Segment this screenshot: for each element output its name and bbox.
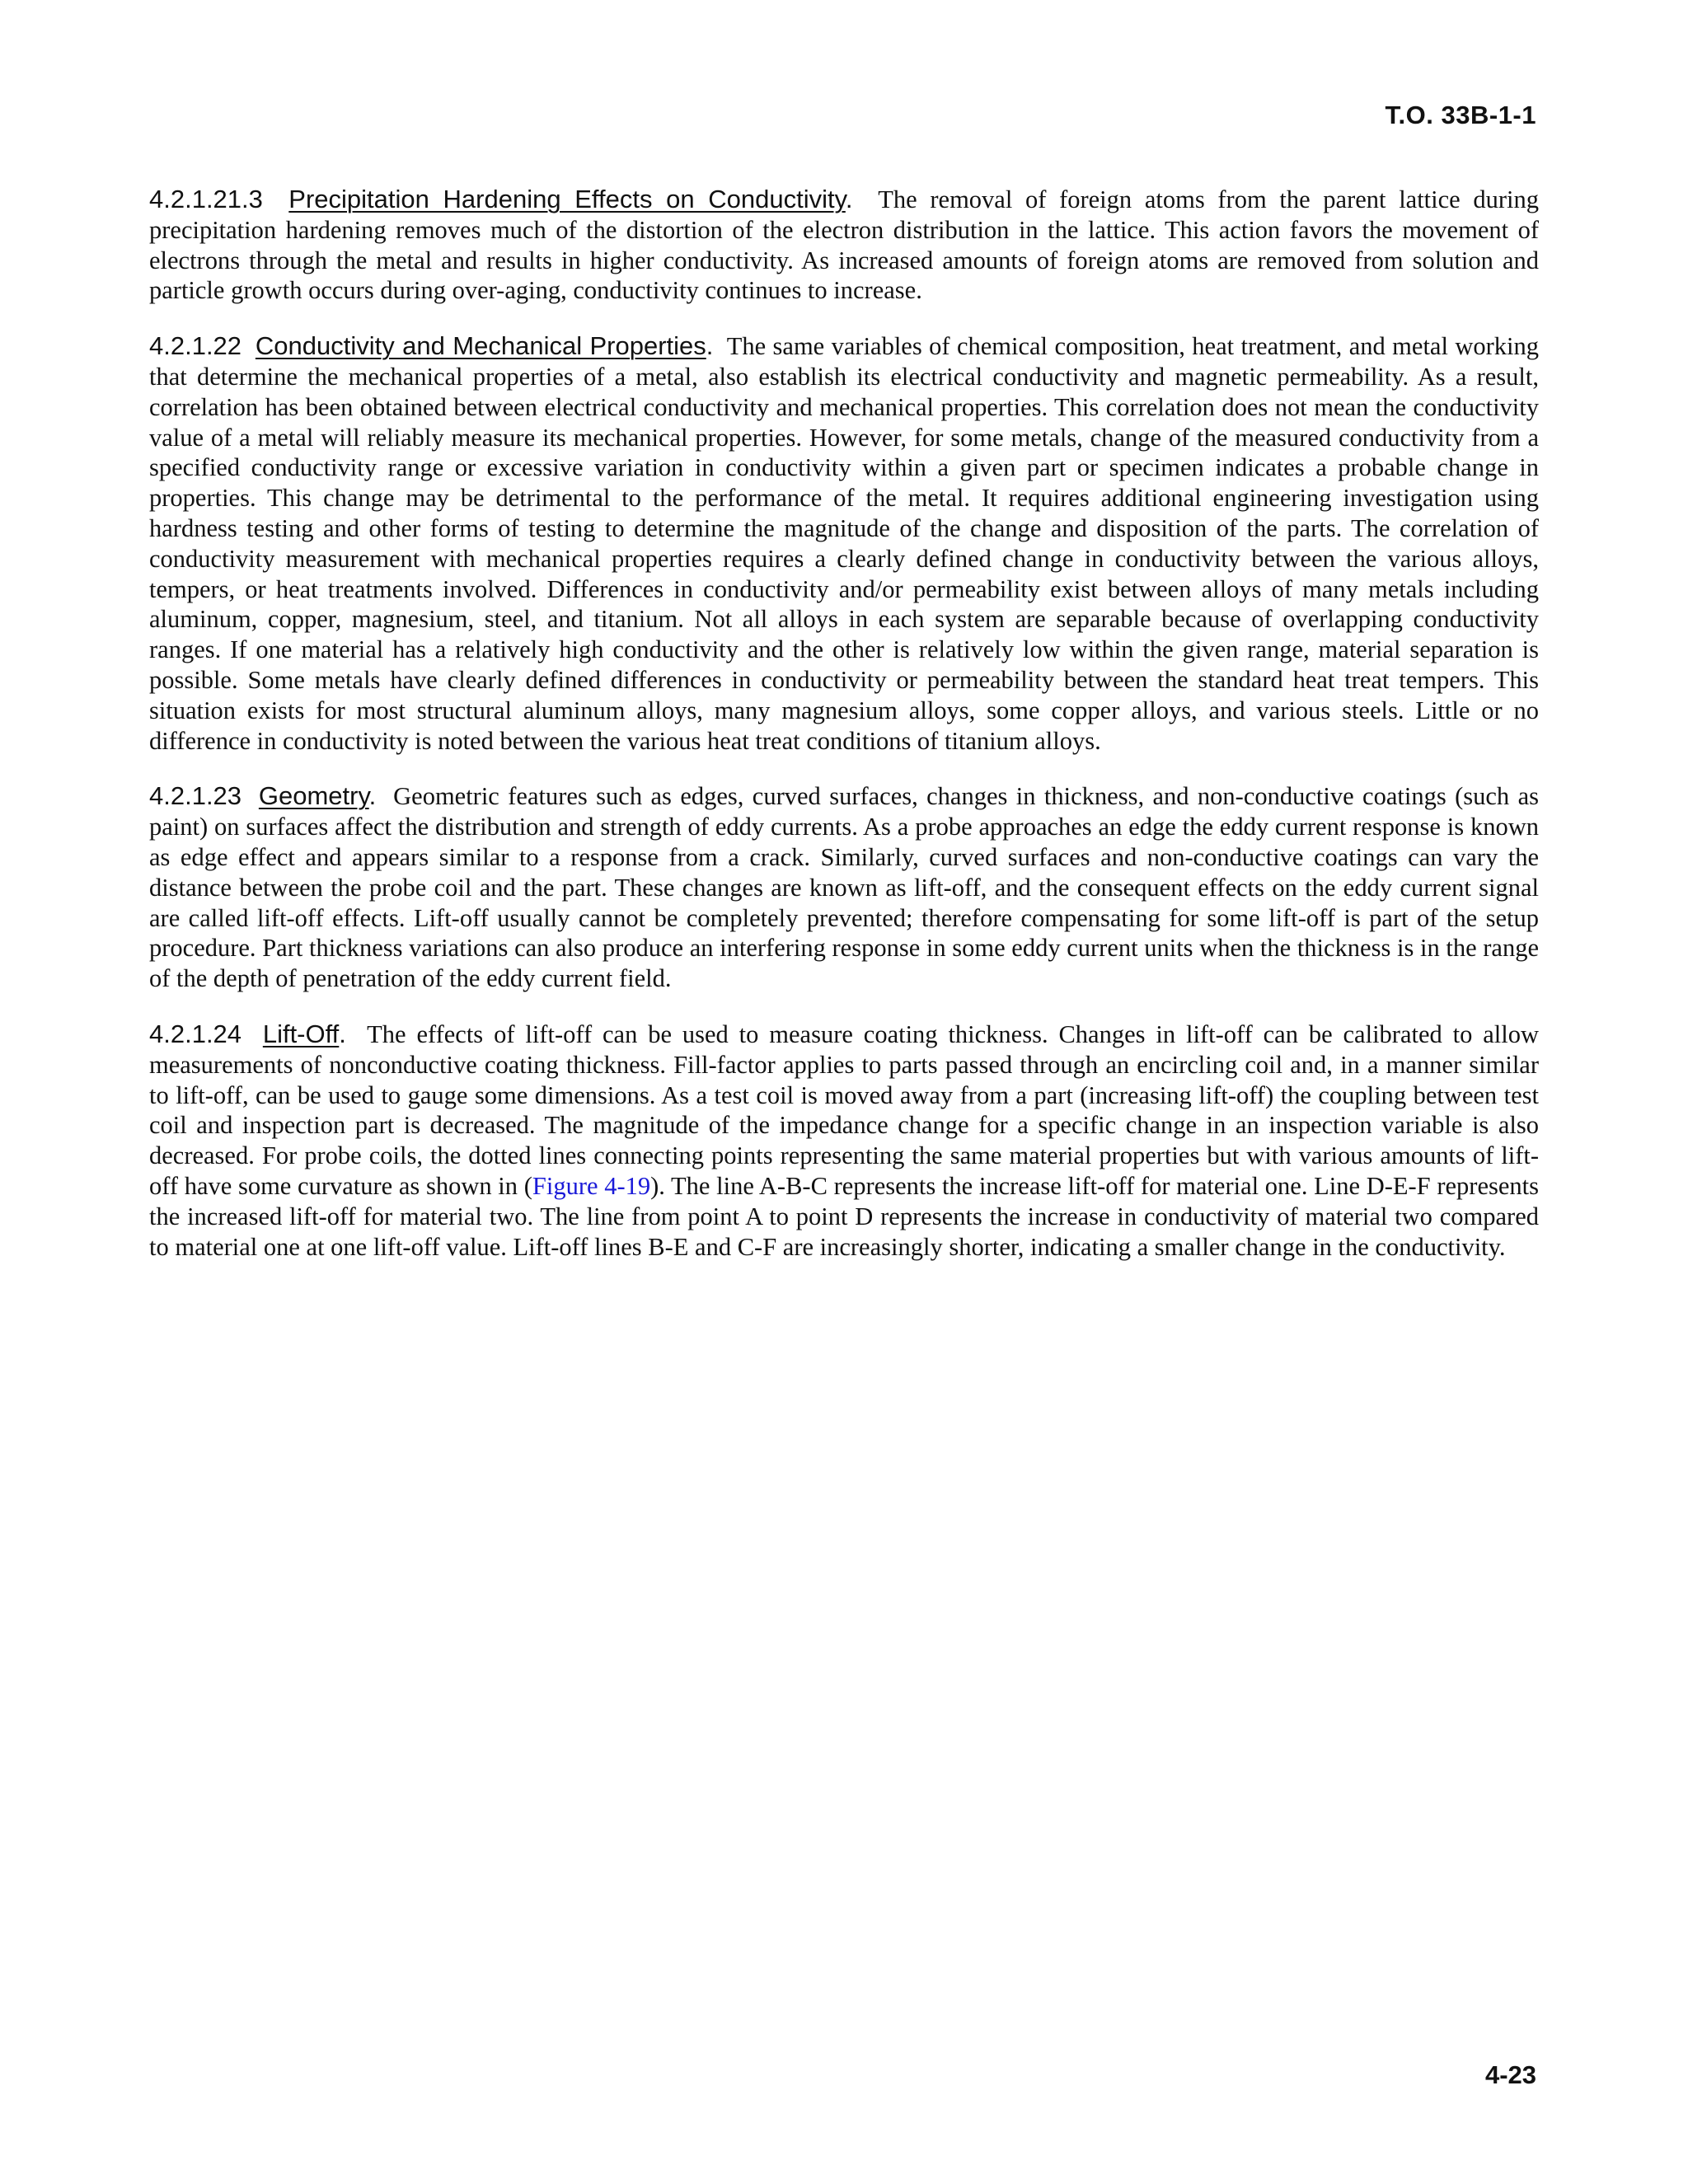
- section-number: 4.2.1.22: [149, 331, 242, 361]
- section-body-part-1: The effects of lift-off can be used to measure coating thickness. Changes in lift-off can be calibrated to allow measurements of nonconductive coating thickness. Fill-factor applies to parts passed through an encircling coil and, in a manner similar to lift-off, can be used to gauge some dimensions. As a test coil is moved away from a part (increasing lift-off) the coupling between test coil and inspection part is decreased. The magnitude of the impedance change for a specific change in an inspection variable is also decreased. For probe coils, the dotted lines connecting points representing the same material properties but with various amounts of lift-off have some curvature as shown in (: [149, 1019, 1540, 1200]
- section-body: The same variables of chemical composition, heat treatment, and metal working that determine the mechanical properties of a metal, also establish its electrical conductivity and magnetic permeability. As a result, correlation has been obtained between electrical conductivity and mechanical properties. This correlation does not mean the conductivity value of a metal will reliably measure its mechanical properties. However, for some metals, change of the measured conductivity from a specified conductivity range or excessive variation in conductivity within a given part or specimen indicates a probable change in properties. This change may be detrimental to the performance of the metal. It requires additional engineering investigation using hardness testing and other forms of testing to determine the magnitude of the change and disposition of the parts. The correlation of conductivity measurement with mechanical properties requires a clearly defined change in conductivity between the various alloys, tempers, or heat treatments involved. Differences in conductivity and/or permeability exist between alloys of many metals including aluminum, copper, magnesium, steel, and titanium. Not all alloys in each system are separable because of overlapping conductivity ranges. If one material has a relatively high conductivity and the other is relatively low within the given range, material separation is possible. Some metals have clearly defined differences in conductivity or permeability between the standard heat treat tempers. This situation exists for most structural aluminum alloys, many magnesium alloys, some copper alloys, and various steels. Little or no difference in conductivity is noted between the various heat treat conditions of titanium alloys.: [149, 332, 1540, 755]
- section-number: 4.2.1.21.3: [149, 185, 263, 213]
- section-number: 4.2.1.23: [149, 781, 242, 811]
- section-body: The removal of foreign atoms from the parent lattice during precipitation hardening removes much of the distortion of the electron distribution in the lattice. This action favors the movement of electrons through the metal and results in higher conductivity. As increased amounts of foreign atoms are removed from solution and particle growth occurs during over-aging, conductivity continues to increase.: [149, 185, 1540, 305]
- section-4-2-1-21-3: 4.2.1.21.3 Precipitation Hardening Effects on Conductivity. The removal of foreign atoms from the parent lattice during precipitation hardening removes much of the distortion of the electron distribution in the lattice. This action favors the movement of electrons through the metal and results in higher conductivity. As increased amounts of foreign atoms are removed from solution and particle growth occurs during over-aging, conductivity continues to increase.: [149, 185, 1540, 305]
- section-title: Conductivity and Mechanical Properties: [255, 331, 706, 361]
- section-4-2-1-22: 4.2.1.22 Conductivity and Mechanical Properties. The same variables of chemical composition, heat treatment, and metal working that determine the mechanical properties of a metal, also establish its electrical conductivity and magnetic permeability. As a result, correlation has been obtained between electrical conductivity and mechanical properties. This correlation does not mean the conductivity value of a metal will reliably measure its mechanical properties. However, for some metals, change of the measured conductivity from a specified conductivity range or excessive variation in conductivity within a given part or specimen indicates a probable change in properties. This change may be detrimental to the performance of the metal. It requires additional engineering investigation using hardness testing and other forms of testing to determine the magnitude of the change and disposition of the parts. The correlation of conductivity measurement with mechanical properties requires a clearly defined change in conductivity between the various alloys, tempers, or heat treatments involved. Differences in conductivity and/or permeability exist between alloys of many metals including aluminum, copper, magnesium, steel, and titanium. Not all alloys in each system are separable because of overlapping conductivity ranges. If one material has a relatively high conductivity and the other is relatively low within the given range, material separation is possible. Some metals have clearly defined differences in conductivity or permeability between the standard heat treat tempers. This situation exists for most structural aluminum alloys, many magnesium alloys, some copper alloys, and various steels. Little or no difference in conductivity is noted between the various heat treat conditions of titanium alloys.: [149, 331, 1540, 755]
- section-4-2-1-24: 4.2.1.24 Lift-Off. The effects of lift-off can be used to measure coating thickness. Changes in lift-off can be calibrated to allow measurements of nonconductive coating thickness. Fill-factor applies to parts passed through an encircling coil and, in a manner similar to lift-off, can be used to gauge some dimensions. As a test coil is moved away from a part (increasing lift-off) the coupling between test coil and inspection part is decreased. The magnitude of the impedance change for a specific change in an inspection variable is also decreased. For probe coils, the dotted lines connecting points representing the same material properties but with various amounts of lift-off have some curvature as shown in (Figure 4-19). The line A-B-C represents the increase lift-off for material one. Line D-E-F represents the increased lift-off for material two. The line from point A to point D represents the increase in conductivity of material two compared to material one at one lift-off value. Lift-off lines B-E and C-F are increasingly shorter, indicating a smaller change in the conductivity.: [149, 1019, 1540, 1261]
- page-content: [149, 185, 1539, 1287]
- document-id-header: T.O. 33B-1-1: [1385, 101, 1536, 129]
- figure-4-19-link[interactable]: Figure 4-19: [532, 1171, 651, 1200]
- section-4-2-1-23: 4.2.1.23 Geometry. Geometric features such as edges, curved surfaces, changes in thickness, and non-conductive coatings (such as paint) on surfaces affect the distribution and strength of eddy currents. As a probe approaches an edge the eddy current response is known as edge effect and appears similar to a response from a crack. Similarly, curved surfaces and non-conductive coatings can vary the distance between the probe coil and the part. These changes are known as lift-off, and the consequent effects on the eddy current signal are called lift-off effects. Lift-off usually cannot be completely prevented; therefore compensating for some lift-off is part of the setup procedure. Part thickness variations can also produce an interfering response in some eddy current units when the thickness is in the range of the depth of penetration of the eddy current field.: [149, 781, 1539, 993]
- section-title: Precipitation Hardening Effects on Conductivity: [288, 185, 846, 213]
- section-title: Lift-Off: [262, 1019, 340, 1048]
- page-number: 4-23: [1484, 2060, 1536, 2089]
- section-number: 4.2.1.24: [149, 1019, 242, 1048]
- section-body-part-2: ). The line A-B-C represents the increase lift-off for material one. Line D-E-F represents the increased lift-off for material two. The line from point A to point D represents the increase in conductivity of material two compared to material one at one lift-off value. Lift-off lines B-E and C-F are increasingly shorter, indicating a smaller change in the conductivity.: [149, 1171, 1539, 1261]
- section-body: Geometric features such as edges, curved surfaces, changes in thickness, and non-conductive coatings (such as paint) on surfaces affect the distribution and strength of eddy currents. As a probe approaches an edge the eddy current response is known as edge effect and appears similar to a response from a crack. Similarly, curved surfaces and non-conductive coatings can vary the distance between the probe coil and the part. These changes are known as lift-off, and the consequent effects on the eddy current signal are called lift-off effects. Lift-off usually cannot be completely prevented; therefore compensating for some lift-off is part of the setup procedure. Part thickness variations can also produce an interfering response in some eddy current units when the thickness is in the range of the depth of penetration of the eddy current field.: [149, 782, 1539, 993]
- section-title: Geometry: [258, 781, 369, 811]
